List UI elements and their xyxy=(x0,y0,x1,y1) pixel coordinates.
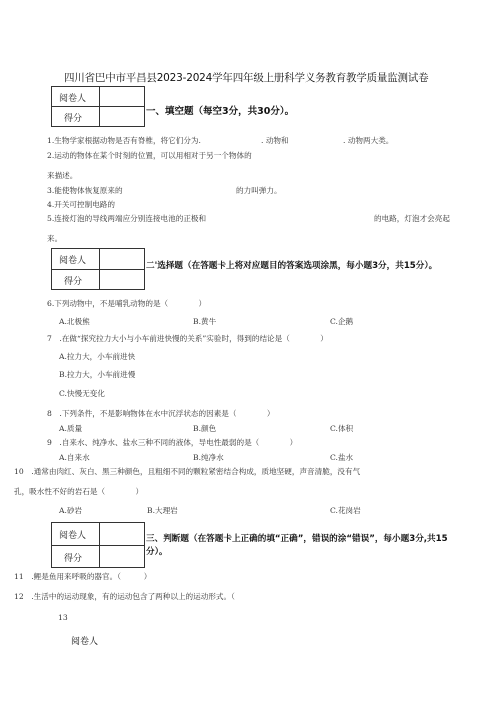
question-12: 12 .生活中的运动现象，有的运动包含了两种以上的运动形式。（ xyxy=(14,592,235,601)
bottom-reviewer-label: 阅卷人 xyxy=(71,637,99,647)
question-2-line-1: 2.运动的物体在某个时刻的位置，可以用相对于另一个物体的 xyxy=(47,151,252,160)
question-3-part-b: 的力叫弹力。 xyxy=(236,186,282,195)
question-7-option-a: A.拉力大，小车前进快 xyxy=(59,352,136,361)
question-10-line-2: 孔，吸水性不好的岩石是（ ） xyxy=(14,487,144,496)
reviewer-label: 阅卷人 xyxy=(59,94,87,104)
question-11: 11 .鲤是鱼用来呼吸的器官。（ ） xyxy=(14,572,152,581)
question-7-option-c: C.快慢无变化 xyxy=(59,389,105,398)
question-9-option-a: A.自来水 xyxy=(59,453,90,462)
question-8-option-b: B.颜色 xyxy=(193,424,217,433)
question-10-option-c: C.花岗岩 xyxy=(330,506,361,515)
question-2-line-2: 来描述。 xyxy=(47,171,78,180)
question-1-part-a: 1.生物学家根据动物是否有脊椎，将它们分为. xyxy=(47,136,201,145)
question-4: 4.开关可控制电路的 xyxy=(47,200,115,209)
question-6-stem: 6.下列动物中，不是哺乳动物的是（ ） xyxy=(47,299,207,308)
question-13-number: 13 xyxy=(58,613,68,622)
question-8-option-c: C.体积 xyxy=(330,424,354,433)
page-title: 四川省巴中市平昌县2023-2024学年四年级上册科学义务教育教学质量监测试卷 xyxy=(64,72,429,84)
question-9-option-b: B.纯净水 xyxy=(193,453,224,462)
question-7-stem: 7 .在做“探究拉力大小与小车前进快慢的关系”实验时，得到的结论是（ ） xyxy=(47,334,328,343)
section-2-heading: 二'选择题（在答题卡上将对应题目的答案选项涂黑，每小题3分，共15分）。 xyxy=(146,261,438,271)
question-3-part-a: 3.能使物体恢复原来的 xyxy=(47,186,123,195)
score-box-3 xyxy=(51,522,145,568)
question-8-stem: 8 .下列条件，不是影响物体在水中沉浮状态的因素是（ ） xyxy=(47,409,275,418)
question-1-part-c: . 动物两大类。 xyxy=(343,136,394,145)
score-label: 得分 xyxy=(64,554,83,564)
score-label: 得分 xyxy=(64,114,83,124)
question-5-part-b: 的电路，灯泡才会亮起 xyxy=(374,214,450,223)
question-7-option-b: B.拉力大，小车前进慢 xyxy=(59,370,136,379)
question-6-option-a: A.北极熊 xyxy=(59,317,90,326)
question-8-option-a: A.质量 xyxy=(59,424,83,433)
question-10-option-a: A.砂岩 xyxy=(59,506,83,515)
question-5-part-a: 5.连接灯泡的导线两端应分别连接电池的正极和 xyxy=(47,214,207,223)
question-9-stem: 9 .自来水、纯净水、盐水三种不同的液体，导电性最弱的是（ ） xyxy=(47,438,298,447)
question-1-part-b: . 动物和 xyxy=(261,136,289,145)
question-5-part-c: 来。 xyxy=(47,234,63,243)
score-box-1 xyxy=(51,86,145,127)
score-label: 得分 xyxy=(64,277,83,287)
score-box-2 xyxy=(51,248,145,290)
question-6-option-b: B.黄牛 xyxy=(193,317,217,326)
question-10-option-b: B.大理岩 xyxy=(147,506,178,515)
section-3-heading-line-2: 分）。 xyxy=(146,547,168,557)
question-6-option-c: C.企鹅 xyxy=(330,317,354,326)
section-1-heading: 一、填空题（每空3分，共30分）。 xyxy=(146,106,295,117)
section-3-heading-line-1: 三、判断题（在答题卡上正确的填“正确”，错误的涂“错误”，每小题3分,共15 xyxy=(146,534,448,544)
question-10-line-1: 10 .通常由肉红、灰白、黑三种颜色，且粗细不同的颗粒紧密结合构成，质地坚硬，声音清脆，没有气 xyxy=(14,467,361,476)
reviewer-label: 阅卷人 xyxy=(59,256,87,266)
reviewer-label: 阅卷人 xyxy=(59,531,87,541)
question-9-option-c: C.盐水 xyxy=(330,453,354,462)
